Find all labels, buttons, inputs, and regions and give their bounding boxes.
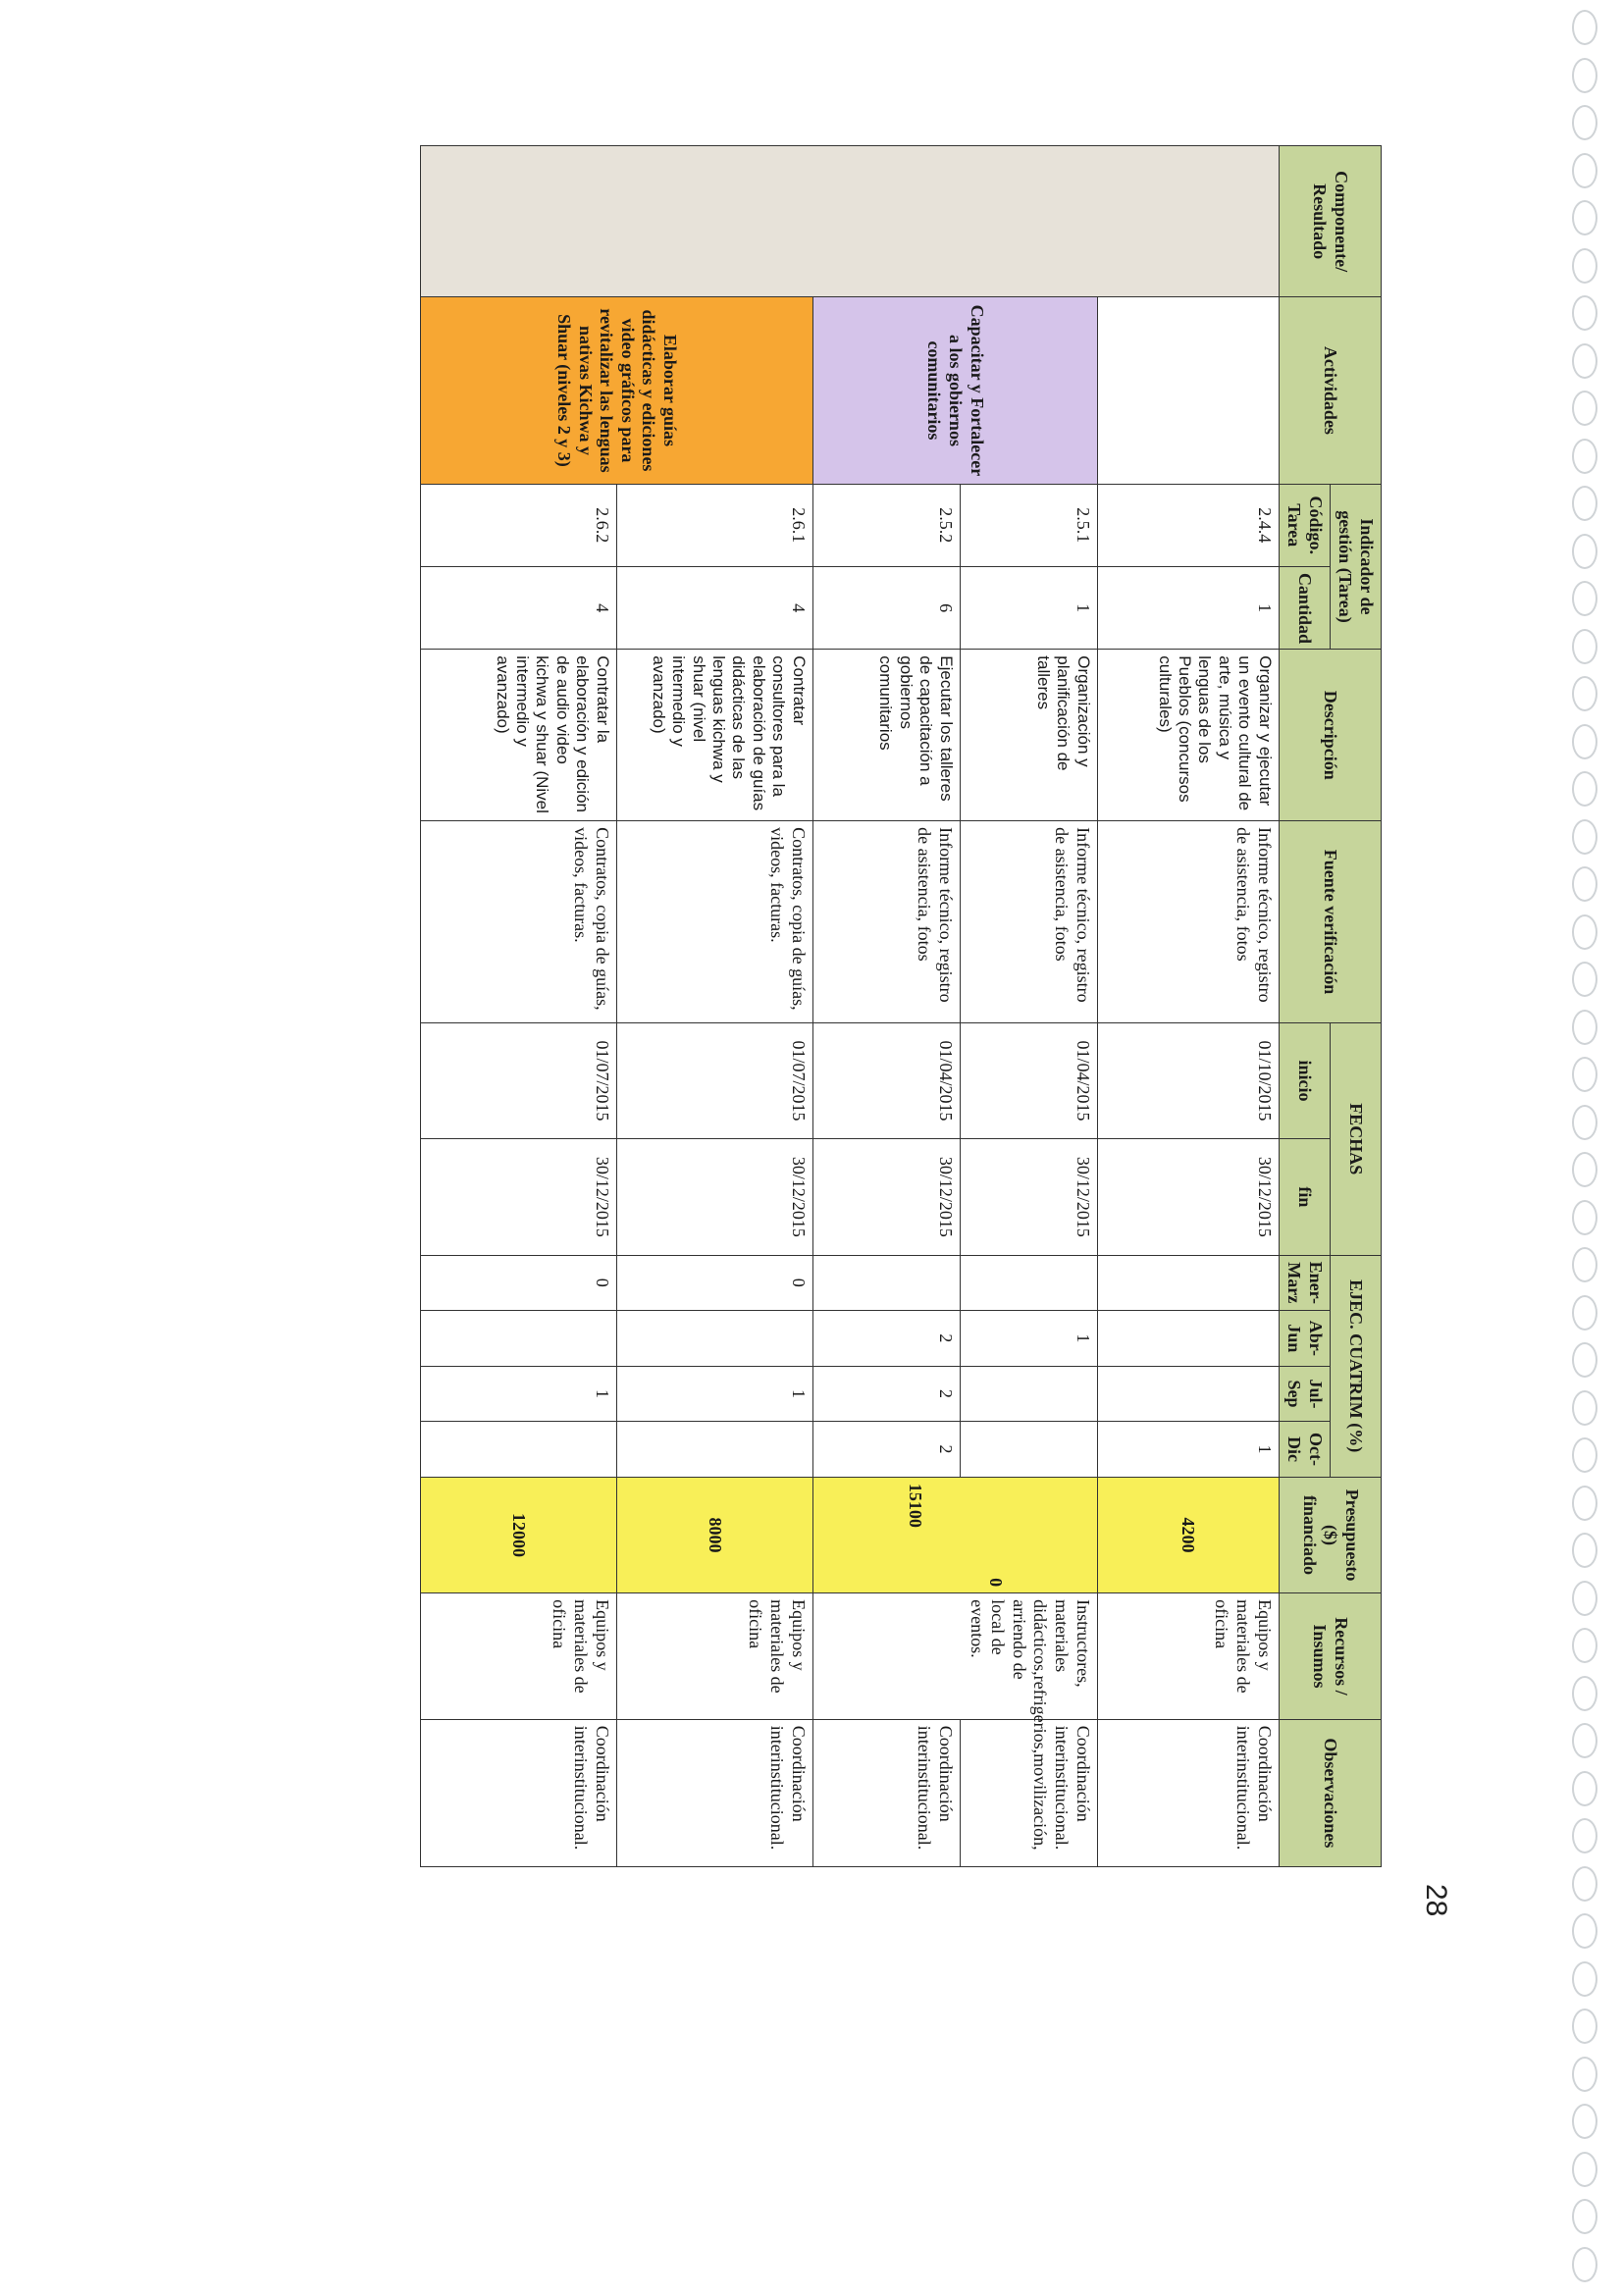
- cell-q3: 1: [420, 1366, 616, 1422]
- cell-q2: [1097, 1311, 1279, 1367]
- cell-inicio: 01/07/2015: [616, 1022, 812, 1138]
- header-descripcion: Descripción: [1279, 650, 1381, 821]
- header-ejec: EJEC. CUATRIM (%): [1330, 1255, 1381, 1477]
- binder-hole: [1572, 200, 1597, 235]
- binder-hole: [1572, 1437, 1597, 1473]
- binder-hole: [1572, 1628, 1597, 1663]
- cell-fuente: Informe técnico, registro de asistencia, fotos: [812, 821, 960, 1023]
- cell-q1: [960, 1255, 1097, 1311]
- activity-plan-table: [420, 145, 1382, 1867]
- cell-q2: 1: [960, 1311, 1097, 1367]
- budget-value-2-5-2: 15100: [906, 1483, 926, 1528]
- activity-cell-empty: [1097, 297, 1279, 484]
- binder-hole: [1572, 486, 1597, 521]
- cell-recursos: Equipos y materiales de oficina: [616, 1593, 812, 1720]
- cell-recursos: Equipos y materiales de oficina: [420, 1593, 616, 1720]
- binder-hole: [1572, 2199, 1597, 2234]
- cell-inicio: 01/10/2015: [1097, 1022, 1279, 1138]
- binder-hole: [1572, 676, 1597, 711]
- binder-holes: [1566, 0, 1605, 2296]
- header-q4: Oct-Dic: [1279, 1422, 1330, 1478]
- binder-hole: [1572, 10, 1597, 45]
- header-observaciones: Observaciones: [1279, 1719, 1381, 1866]
- binder-hole: [1572, 1105, 1597, 1140]
- cell-fin: 30/12/2015: [1097, 1139, 1279, 1255]
- binder-hole: [1572, 1866, 1597, 1902]
- cell-inicio: 01/07/2015: [420, 1022, 616, 1138]
- binder-hole: [1572, 1010, 1597, 1045]
- cell-presupuesto: 8000: [616, 1477, 812, 1592]
- activity-capacitar: Capacitar y Fortalecer a los gobiernos comunitarios: [812, 297, 1097, 484]
- binder-hole: [1572, 771, 1597, 807]
- cell-observaciones: Coordinación interinstitucional.: [1097, 1719, 1279, 1866]
- cell-observaciones: Coordinación interinstitucional.: [420, 1719, 616, 1866]
- binder-hole: [1572, 629, 1597, 664]
- cell-inicio: 01/04/2015: [960, 1022, 1097, 1138]
- binder-hole: [1572, 581, 1597, 616]
- cell-q3: [960, 1366, 1097, 1422]
- cell-fuente: Contratos, copia de guías, videos, facturas.: [420, 821, 616, 1023]
- cell-codigo: 2.5.1: [960, 484, 1097, 566]
- cell-q1: 0: [616, 1255, 812, 1311]
- cell-q2: [420, 1311, 616, 1367]
- binder-hole: [1572, 914, 1597, 950]
- cell-descripcion: Contratar consultores para la elaboración de guías didácticas de las lenguas kichwa y shuar (nivel intermedio y avanzado): [616, 650, 812, 821]
- page-number: 28: [1420, 1884, 1452, 1917]
- header-componente: Componente/ Resultado: [1279, 146, 1381, 297]
- cell-codigo: 2.4.4: [1097, 484, 1279, 566]
- cell-cantidad: 1: [1097, 566, 1279, 649]
- binder-hole: [1572, 1057, 1597, 1092]
- cell-q1: 0: [420, 1255, 616, 1311]
- binder-hole: [1572, 58, 1597, 93]
- binder-hole: [1572, 2009, 1597, 2044]
- cell-observaciones: Coordinación interinstitucional.: [616, 1719, 812, 1866]
- cell-q3: [1097, 1366, 1279, 1422]
- cell-q4: 1: [1097, 1422, 1279, 1478]
- cell-descripcion: Organizar y ejecutar un evento cultural de arte, música y lenguas de los Pueblos (concursos culturales): [1097, 650, 1279, 821]
- rotated-table-container: [420, 145, 1382, 1867]
- binder-hole: [1572, 866, 1597, 902]
- header-inicio: inicio: [1279, 1022, 1330, 1138]
- cell-recursos: Instructores, materiales didácticos,refrigerios,movilización, arriendo de local de eventos.: [812, 1593, 1097, 1720]
- header-fechas: FECHAS: [1330, 1022, 1381, 1255]
- binder-hole: [1572, 1913, 1597, 1949]
- cell-codigo: 2.5.2: [812, 484, 960, 566]
- cell-observaciones: Coordinación interinstitucional.: [960, 1719, 1097, 1866]
- binder-hole: [1572, 534, 1597, 569]
- cell-q4: [616, 1422, 812, 1478]
- binder-hole: [1572, 1676, 1597, 1711]
- binder-hole: [1572, 295, 1597, 331]
- cell-fin: 30/12/2015: [420, 1139, 616, 1255]
- header-recursos: Recursos / Insumos: [1279, 1593, 1381, 1720]
- binder-hole: [1572, 391, 1597, 426]
- binder-hole: [1572, 105, 1597, 140]
- cell-q4: [420, 1422, 616, 1478]
- binder-hole: [1572, 1152, 1597, 1187]
- binder-hole: [1572, 1581, 1597, 1616]
- cell-presupuesto: 4200: [1097, 1477, 1279, 1592]
- header-q2: Abr-Jun: [1279, 1311, 1330, 1367]
- header-fin: fin: [1279, 1139, 1330, 1255]
- binder-hole: [1572, 819, 1597, 855]
- binder-hole: [1572, 1723, 1597, 1758]
- activity-elaborar: Elaborar guías didácticas y ediciones video gráficos para revitalizar las lenguas nativas Kichwa y Shuar (niveles 2 y 3): [420, 297, 812, 484]
- binder-hole: [1572, 1390, 1597, 1426]
- table-row: [960, 146, 1097, 1867]
- header-actividades: Actividades: [1279, 297, 1381, 484]
- cell-codigo: 2.6.1: [616, 484, 812, 566]
- binder-hole: [1572, 2057, 1597, 2092]
- cell-fuente: Contratos, copia de guías, videos, facturas.: [616, 821, 812, 1023]
- cell-q1: [1097, 1255, 1279, 1311]
- header-cantidad: Cantidad: [1279, 566, 1330, 649]
- binder-hole: [1572, 1247, 1597, 1282]
- cell-fin: 30/12/2015: [812, 1139, 960, 1255]
- binder-hole: [1572, 1342, 1597, 1378]
- binder-hole: [1572, 1818, 1597, 1853]
- binder-hole: [1572, 439, 1597, 474]
- cell-descripcion: Contratar la elaboración y edición de audio video kichwa y shuar (Nivel intermedio y avanzado): [420, 650, 616, 821]
- cell-codigo: 2.6.2: [420, 484, 616, 566]
- table-row: [1097, 146, 1279, 1867]
- header-row-1: [1330, 146, 1381, 1867]
- cell-descripcion: Ejecutar los talleres de capacitación a gobiernos comunitarios: [812, 650, 960, 821]
- binder-hole: [1572, 1295, 1597, 1331]
- binder-hole: [1572, 1200, 1597, 1235]
- cell-fin: 30/12/2015: [960, 1139, 1097, 1255]
- header-q1: Ener-Marz: [1279, 1255, 1330, 1311]
- header-presupuesto: Presupuesto ($) financiado: [1279, 1477, 1381, 1592]
- binder-hole: [1572, 1771, 1597, 1806]
- cell-presupuesto-merged: [812, 1477, 1097, 1592]
- cell-fuente: Informe técnico, registro de asistencia, fotos: [960, 821, 1097, 1023]
- binder-hole: [1572, 343, 1597, 379]
- cell-cantidad: 4: [616, 566, 812, 649]
- binder-hole: [1572, 248, 1597, 284]
- component-cell: [420, 146, 1279, 297]
- header-indicador: Indicador de gestión (Tarea): [1330, 484, 1381, 650]
- cell-q2: [616, 1311, 812, 1367]
- cell-fin: 30/12/2015: [616, 1139, 812, 1255]
- table-row: [616, 146, 812, 1867]
- cell-presupuesto: 12000: [420, 1477, 616, 1592]
- cell-cantidad: 1: [960, 566, 1097, 649]
- cell-q1: [812, 1255, 960, 1311]
- binder-hole: [1572, 153, 1597, 188]
- cell-observaciones: Coordinación interinstitucional.: [812, 1719, 960, 1866]
- binder-hole: [1572, 962, 1597, 997]
- header-q3: Jul-Sep: [1279, 1366, 1330, 1422]
- binder-hole: [1572, 2104, 1597, 2139]
- binder-hole: [1572, 1961, 1597, 1997]
- binder-hole: [1572, 724, 1597, 759]
- cell-fuente: Informe técnico, registro de asistencia, fotos: [1097, 821, 1279, 1023]
- binder-hole: [1572, 1486, 1597, 1521]
- cell-q4: 2: [812, 1422, 960, 1478]
- cell-cantidad: 4: [420, 566, 616, 649]
- cell-q4: [960, 1422, 1097, 1478]
- header-codigo: Código. Tarea: [1279, 484, 1330, 566]
- cell-descripcion: Organización y planificación de talleres: [960, 650, 1097, 821]
- cell-q3: 2: [812, 1366, 960, 1422]
- binder-hole: [1572, 2247, 1597, 2282]
- cell-cantidad: 6: [812, 566, 960, 649]
- binder-hole: [1572, 2152, 1597, 2187]
- cell-q3: 1: [616, 1366, 812, 1422]
- cell-recursos: Equipos y materiales de oficina: [1097, 1593, 1279, 1720]
- cell-q2: 2: [812, 1311, 960, 1367]
- binder-hole: [1572, 1533, 1597, 1568]
- cell-inicio: 01/04/2015: [812, 1022, 960, 1138]
- budget-value-2-5-1: 0: [985, 1578, 1006, 1588]
- header-fuente: Fuente verificación: [1279, 821, 1381, 1023]
